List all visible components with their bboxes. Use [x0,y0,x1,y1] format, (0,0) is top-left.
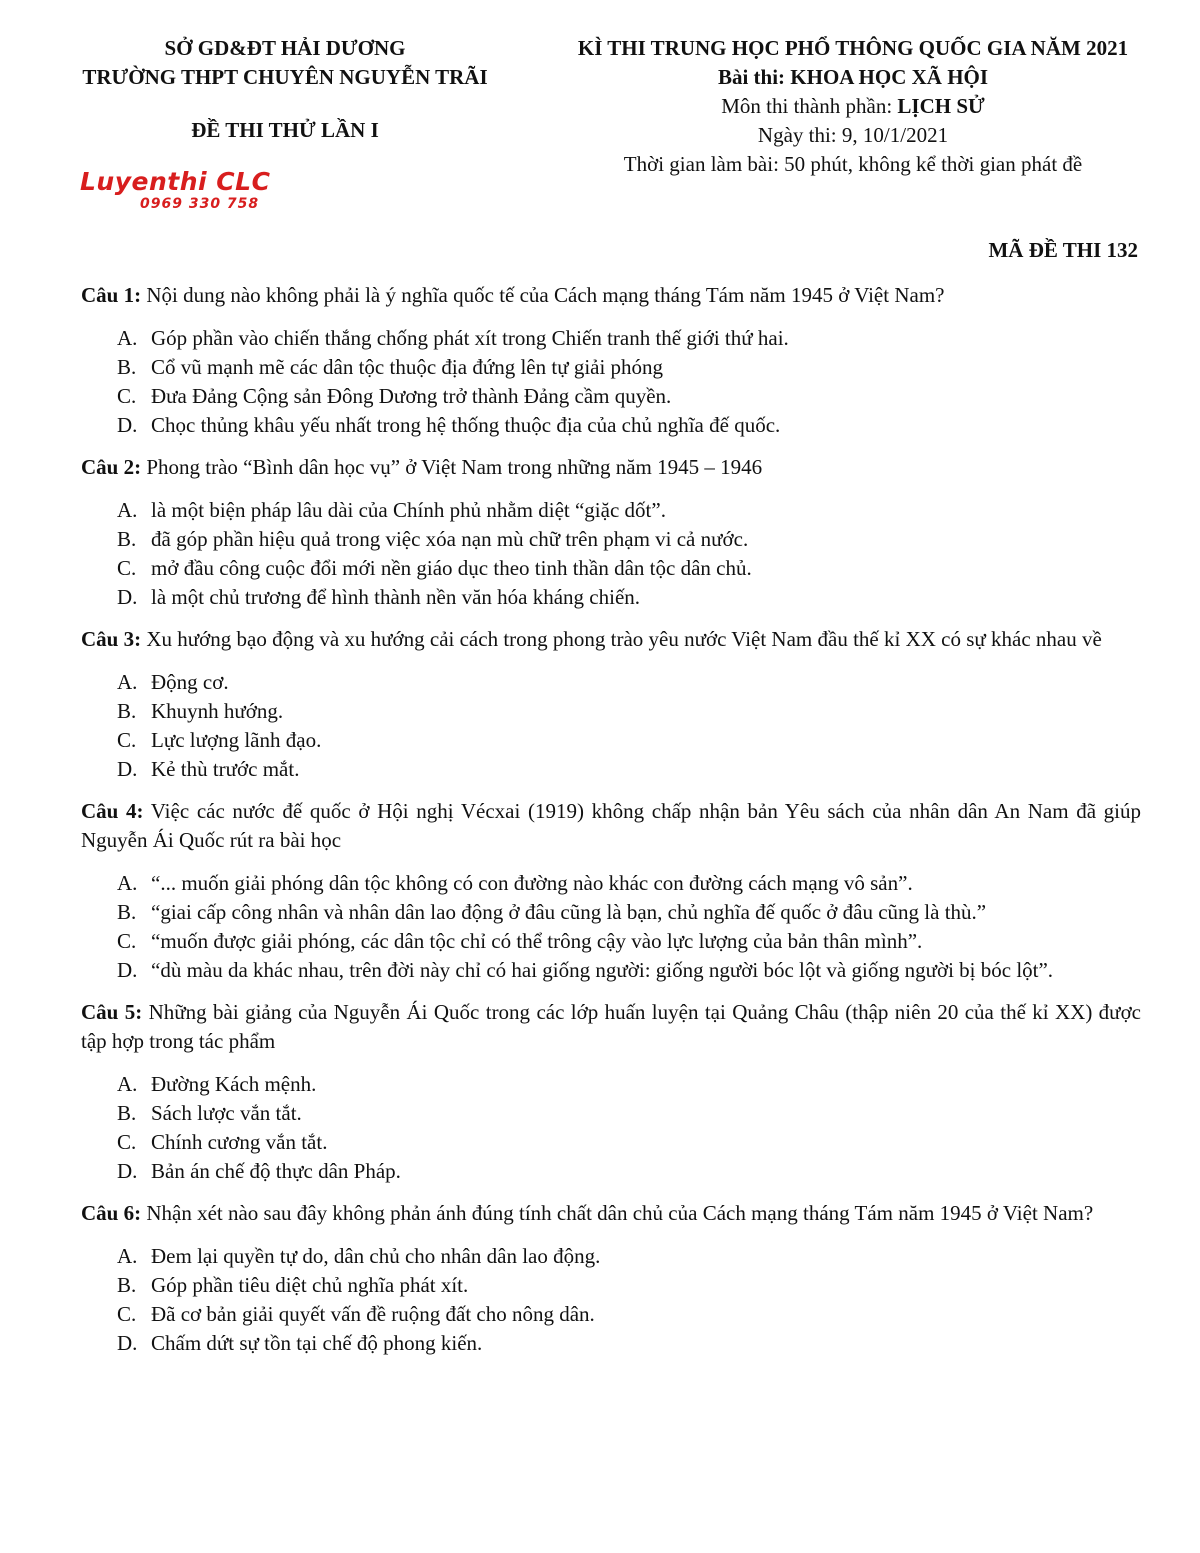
answer-option [117,411,1141,440]
answer-option [117,1300,1141,1329]
option-text: Đường Kách mệnh. [151,1072,317,1096]
question-stem [81,1199,1141,1228]
option-text: là một biện pháp lâu dài của Chính phủ nhằm diệt “giặc dốt”. [151,498,666,522]
answer-option [117,496,1141,525]
option-text: Động cơ. [151,670,229,694]
question-number: Câu 1: [81,283,142,307]
answer-option [117,1271,1141,1300]
answer-option [117,755,1141,784]
option-text: đã góp phần hiệu quả trong việc xóa nạn mù chữ trên phạm vi cả nước. [151,527,749,551]
option-text: “muốn được giải phóng, các dân tộc chỉ có thể trông cậy vào lực lượng của bản thân mình”. [151,929,923,953]
question-1 [81,281,1141,440]
answer-option [117,927,1141,956]
exam-duration: Thời gian làm bài: 50 phút, không kể thời gian phát đề [623,152,1083,176]
question-6 [81,1199,1141,1358]
option-letter: C. [117,556,137,580]
logo-phone: 0969 330 758 [140,196,260,212]
option-letter: A. [117,871,138,895]
option-text: Kẻ thù trước mắt. [151,757,300,781]
option-text: Góp phần vào chiến thắng chống phát xít trong Chiến tranh thế giới thứ hai. [151,326,789,350]
option-letter: A. [117,670,138,694]
option-letter: D. [117,413,138,437]
question-5 [81,998,1141,1186]
option-text: Đưa Đảng Cộng sản Đông Dương trở thành Đảng cầm quyền. [151,384,672,408]
option-text: mở đầu công cuộc đổi mới nền giáo dục theo tinh thần dân tộc dân chủ. [151,556,752,580]
question-3 [81,625,1141,784]
option-text: Bản án chế độ thực dân Pháp. [151,1159,401,1183]
logo-brand: Luyenthi CLC [80,167,271,196]
option-letter: A. [117,1072,138,1096]
exam-subject-group: Bài thi: KHOA HỌC XÃ HỘI [717,65,989,89]
question-stem [81,797,1141,855]
option-text: Sách lược vắn tắt. [151,1101,302,1125]
answer-option [117,1157,1141,1186]
answer-option [117,956,1141,985]
answer-option [117,697,1141,726]
question-number: Câu 4: [81,799,144,823]
option-text: là một chủ trương để hình thành nền văn hóa kháng chiến. [151,585,641,609]
option-text: “dù màu da khác nhau, trên đời này chỉ có hai giống người: giống người bóc lột và giống người bị bóc lột”. [151,958,1054,982]
option-letter: C. [117,1302,137,1326]
exam-subject-line [538,92,1168,121]
question-2 [81,453,1141,612]
option-text: Chấm dứt sự tồn tại chế độ phong kiến. [151,1331,483,1355]
answer-option [117,1070,1141,1099]
question-text: Những bài giảng của Nguyễn Ái Quốc trong các lớp huấn luyện tại Quảng Châu (thập niên 20 của thế kỉ XX) được tập hợp trong tác phẩm [81,1000,1141,1053]
option-letter: C. [117,1130,137,1154]
option-letter: C. [117,929,137,953]
option-text: Cổ vũ mạnh mẽ các dân tộc thuộc địa đứng lên tự giải phóng [151,355,664,379]
school-name: TRƯỜNG THPT CHUYÊN NGUYỄN TRÃI [82,65,488,89]
option-letter: B. [117,699,137,723]
answer-option [117,869,1141,898]
option-text: “... muốn giải phóng dân tộc không có con đường nào khác con đường cách mạng vô sản”. [151,871,913,895]
answer-option [117,898,1141,927]
answer-option [117,668,1141,697]
question-number: Câu 5: [81,1000,143,1024]
answer-option [117,1099,1141,1128]
option-letter: C. [117,384,137,408]
option-letter: B. [117,1101,137,1125]
question-stem [81,998,1141,1056]
option-letter: B. [117,900,137,924]
question-stem [81,453,1141,482]
exam-subject: LỊCH SỬ [897,94,985,118]
question-text: Nhận xét nào sau đây không phản ánh đúng tính chất dân chủ của Cách mạng tháng Tám năm 1945 ở Việt Nam? [146,1201,1094,1225]
option-letter: A. [117,498,138,522]
question-text: Việc các nước đế quốc ở Hội nghị Vécxai (1919) không chấp nhận bản Yêu sách của nhân dân An Nam đã giúp Nguyễn Ái Quốc rút ra bài học [81,799,1142,852]
option-letter: A. [117,1244,138,1268]
answer-option [117,1329,1141,1358]
question-list [81,281,1141,1371]
exam-title: KÌ THI TRUNG HỌC PHỔ THÔNG QUỐC GIA NĂM 2021 [577,36,1129,60]
question-text: Phong trào “Bình dân học vụ” ở Việt Nam trong những năm 1945 – 1946 [146,455,763,479]
header-left [40,34,530,145]
department-name: SỞ GD&ĐT HẢI DƯƠNG [164,36,406,60]
option-letter: D. [117,1331,138,1355]
answer-option [117,726,1141,755]
option-letter: B. [117,355,137,379]
exam-label: ĐỀ THI THỬ LẦN I [191,118,379,142]
answer-option [117,583,1141,612]
question-number: Câu 2: [81,455,142,479]
answer-option [117,554,1141,583]
answer-option [117,1242,1141,1271]
exam-subject-prefix: Môn thi thành phần: [721,94,898,118]
option-letter: D. [117,958,138,982]
exam-code: MÃ ĐỀ THI 132 [988,238,1138,262]
option-text: Chọc thủng khâu yếu nhất trong hệ thống thuộc địa của chủ nghĩa đế quốc. [151,413,781,437]
option-text: Góp phần tiêu diệt chủ nghĩa phát xít. [151,1273,469,1297]
option-letter: D. [117,585,138,609]
question-stem [81,281,1141,310]
option-text: Khuynh hướng. [151,699,284,723]
header-right [538,34,1168,179]
option-letter: A. [117,326,138,350]
option-text: Đem lại quyền tự do, dân chủ cho nhân dân lao động. [151,1244,601,1268]
option-text: “giai cấp công nhân và nhân dân lao động ở đâu cũng là bạn, chủ nghĩa đế quốc ở đâu cũng là thù.” [151,900,987,924]
question-text: Xu hướng bạo động và xu hướng cải cách trong phong trào yêu nước Việt Nam đầu thế kỉ XX có sự khác nhau về [146,627,1102,651]
option-letter: C. [117,728,137,752]
question-number: Câu 6: [81,1201,142,1225]
option-letter: B. [117,1273,137,1297]
option-letter: B. [117,527,137,551]
option-text: Chính cương vắn tắt. [151,1130,328,1154]
answer-option [117,324,1141,353]
question-stem [81,625,1141,654]
answer-option [117,525,1141,554]
exam-date: Ngày thi: 9, 10/1/2021 [757,123,949,147]
question-text: Nội dung nào không phải là ý nghĩa quốc tế của Cách mạng tháng Tám năm 1945 ở Việt Nam? [146,283,945,307]
answer-option [117,353,1141,382]
option-text: Lực lượng lãnh đạo. [151,728,322,752]
option-letter: D. [117,1159,138,1183]
logo-watermark [80,168,310,214]
question-4 [81,797,1141,985]
option-text: Đã cơ bản giải quyết vấn đề ruộng đất cho nông dân. [151,1302,595,1326]
answer-option [117,382,1141,411]
question-number: Câu 3: [81,627,142,651]
option-letter: D. [117,757,138,781]
answer-option [117,1128,1141,1157]
